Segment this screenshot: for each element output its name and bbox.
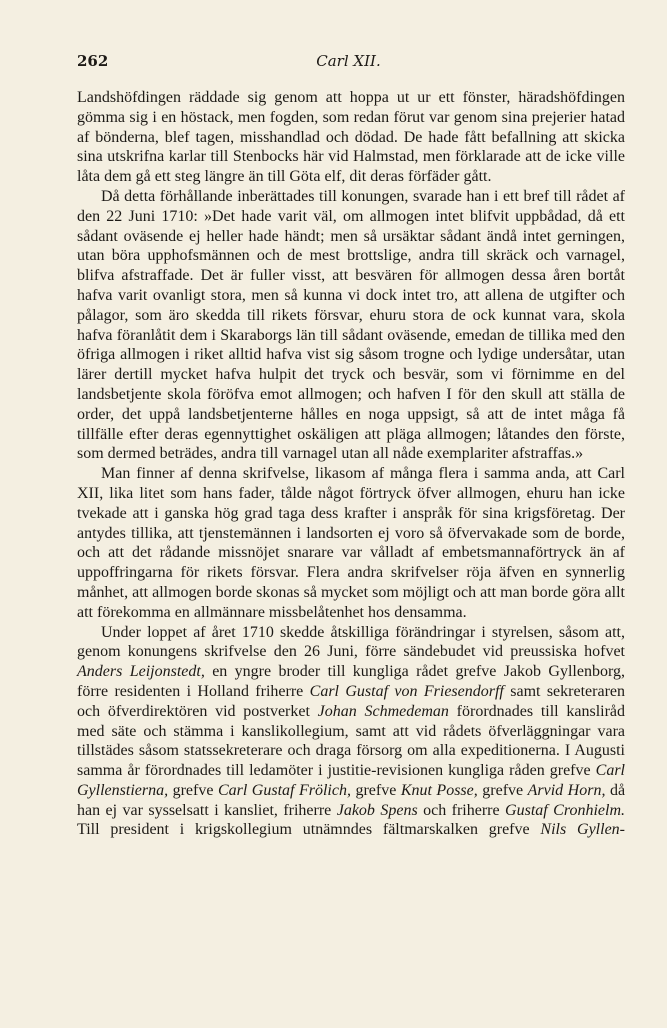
text-run: grefve xyxy=(168,781,218,799)
page-number: 262 xyxy=(77,52,109,70)
paragraph xyxy=(77,623,625,841)
italic-name: Arvid Horn, xyxy=(527,781,606,799)
text-run: förordnades till kansliråd med säte och stämma i kanslikollegium, samt att vid rådets öfverläggningar vara tillstädes såsom statssekreterare och draga försorg om alla expeditionerna. I Augusti samma år förordnades till ledamöter i justitie-revisionen kungliga råden grefve xyxy=(77,702,626,780)
italic-name: Gustaf Cronhielm. xyxy=(505,801,626,819)
text-run: då han ej var sysselsatt i kansliet, friherre xyxy=(77,781,626,819)
paragraph xyxy=(77,187,625,464)
text-run: Då detta förhållande inberättades till konungen, svarade han i ett bref till rådet af den 22 Juni 1710: »Det hade varit väl, om allmogen intet blifvit uppbådad, då ett sådant oväsende ej heller hade händt; men så ursäktar sådant ändå intet gerningen, utan böra upphofsmännen och de mest brottslige, andra till skräck och varnagel, blifva afstraffade. Det är fuller visst, att besvären för allmogen dessa åren bortåt hafva varit ovanligt stora, men så kunna vi dock intet tro, att allena de utgifter och pålagor, som äro skedda till rikets försvar, ehuru stora de ock kunnat vara, skola hafva föranlåtit dem i Skaraborgs län till sådant oväsende, emedan de tillika med den öfriga allmogen i riket alltid hafva vist sig såsom trogne och lydige undersåtar, utan lärer dertill mycket hafva hulpit det tryck och besvär, som vi förnimme en del landsbetjente skola föröfva emot allmogen; och hafven I för den skull att ställa de order, det uppå landsbetjenterne hålles en noga uppsigt, så att de intet måga få tillfälle efter deras egennyttighet oskäligen att pläga allmogen; låtandes den förste, som dermed beträdes, andra till varnagel utan all nåde exemplariter afstraffas.» xyxy=(77,187,625,463)
running-title: Carl XII. xyxy=(316,52,381,70)
page-header xyxy=(77,52,620,76)
body-text xyxy=(77,88,625,840)
text-run: Landshöfdingen räddade sig genom att hoppa ut ur ett fönster, häradshöfdingen gömma sig i en höstack, men fogden, som redan förut var genom sina prejerier hatad af bönderna, blef tagen, misshandlad och dödad. De hade fått befallning att skicka sina utskrifna karlar till Stenbocks här vid Halmstad, men förklarade att de icke ville låta dem gå ett steg längre än till Göta elf, dit deras förfäder gått. xyxy=(77,89,625,186)
text-run: grefve xyxy=(350,781,401,799)
text-run: grefve xyxy=(477,781,528,799)
text-run: en yngre broder till kungliga rådet grefve Jakob Gyllenborg, förre residenten i Holland friherre xyxy=(77,663,625,700)
text-run: Under loppet af året 1710 skedde åtskilliga förändringar i styrelsen, såsom att, genom konungens skrifvelse den 26 Juni, förre sändebudet vid preussiska hofvet xyxy=(77,623,625,661)
italic-name: Carl Gustaf von Friesendorff xyxy=(309,682,504,700)
text-run: Till president i krigskollegium utnämndes fältmarskalken grefve xyxy=(77,821,541,839)
text-run: Man finner af denna skrifvelse, likasom af många flera i samma anda, att Carl XII, lika litet som hans fader, tålde något förtryck öfver allmogen, ehuru han icke tvekade att i ganska hög grad taga dess krafter i anspråk för sina krigsföretag. Der antydes tillika, att tjenstemännen i landsorten ej voro så öfvervakade som de borde, och att det rådande missnöjet snarare var vålladt af embetsmannaförtryck än af uppoffringarna för rikets försvar. Flera andra skrifvelser röja äfven en synnerlig månhet, att allmogen borde skonas så mycket som möjligt och att man borde göra allt att förekomma en allmännare missbelåtenhet hos densamma. xyxy=(77,465,625,621)
italic-name: Carl Gyllenstierna, xyxy=(77,762,625,799)
italic-name: Carl Gustaf Frölich, xyxy=(217,781,351,799)
paragraph xyxy=(77,88,625,187)
text-run: samt sekreteraren och öfverdirektören vid postverket xyxy=(77,682,625,720)
italic-name: Johan Schmedeman xyxy=(317,702,449,720)
italic-name: Knut Posse, xyxy=(400,781,478,799)
italic-name: Nils Gyllen- xyxy=(540,821,625,839)
italic-name: Jakob Spens xyxy=(336,801,418,819)
italic-name: Anders Leijonstedt, xyxy=(77,663,205,681)
text-run: och friherre xyxy=(417,801,506,819)
paragraph xyxy=(77,464,625,622)
